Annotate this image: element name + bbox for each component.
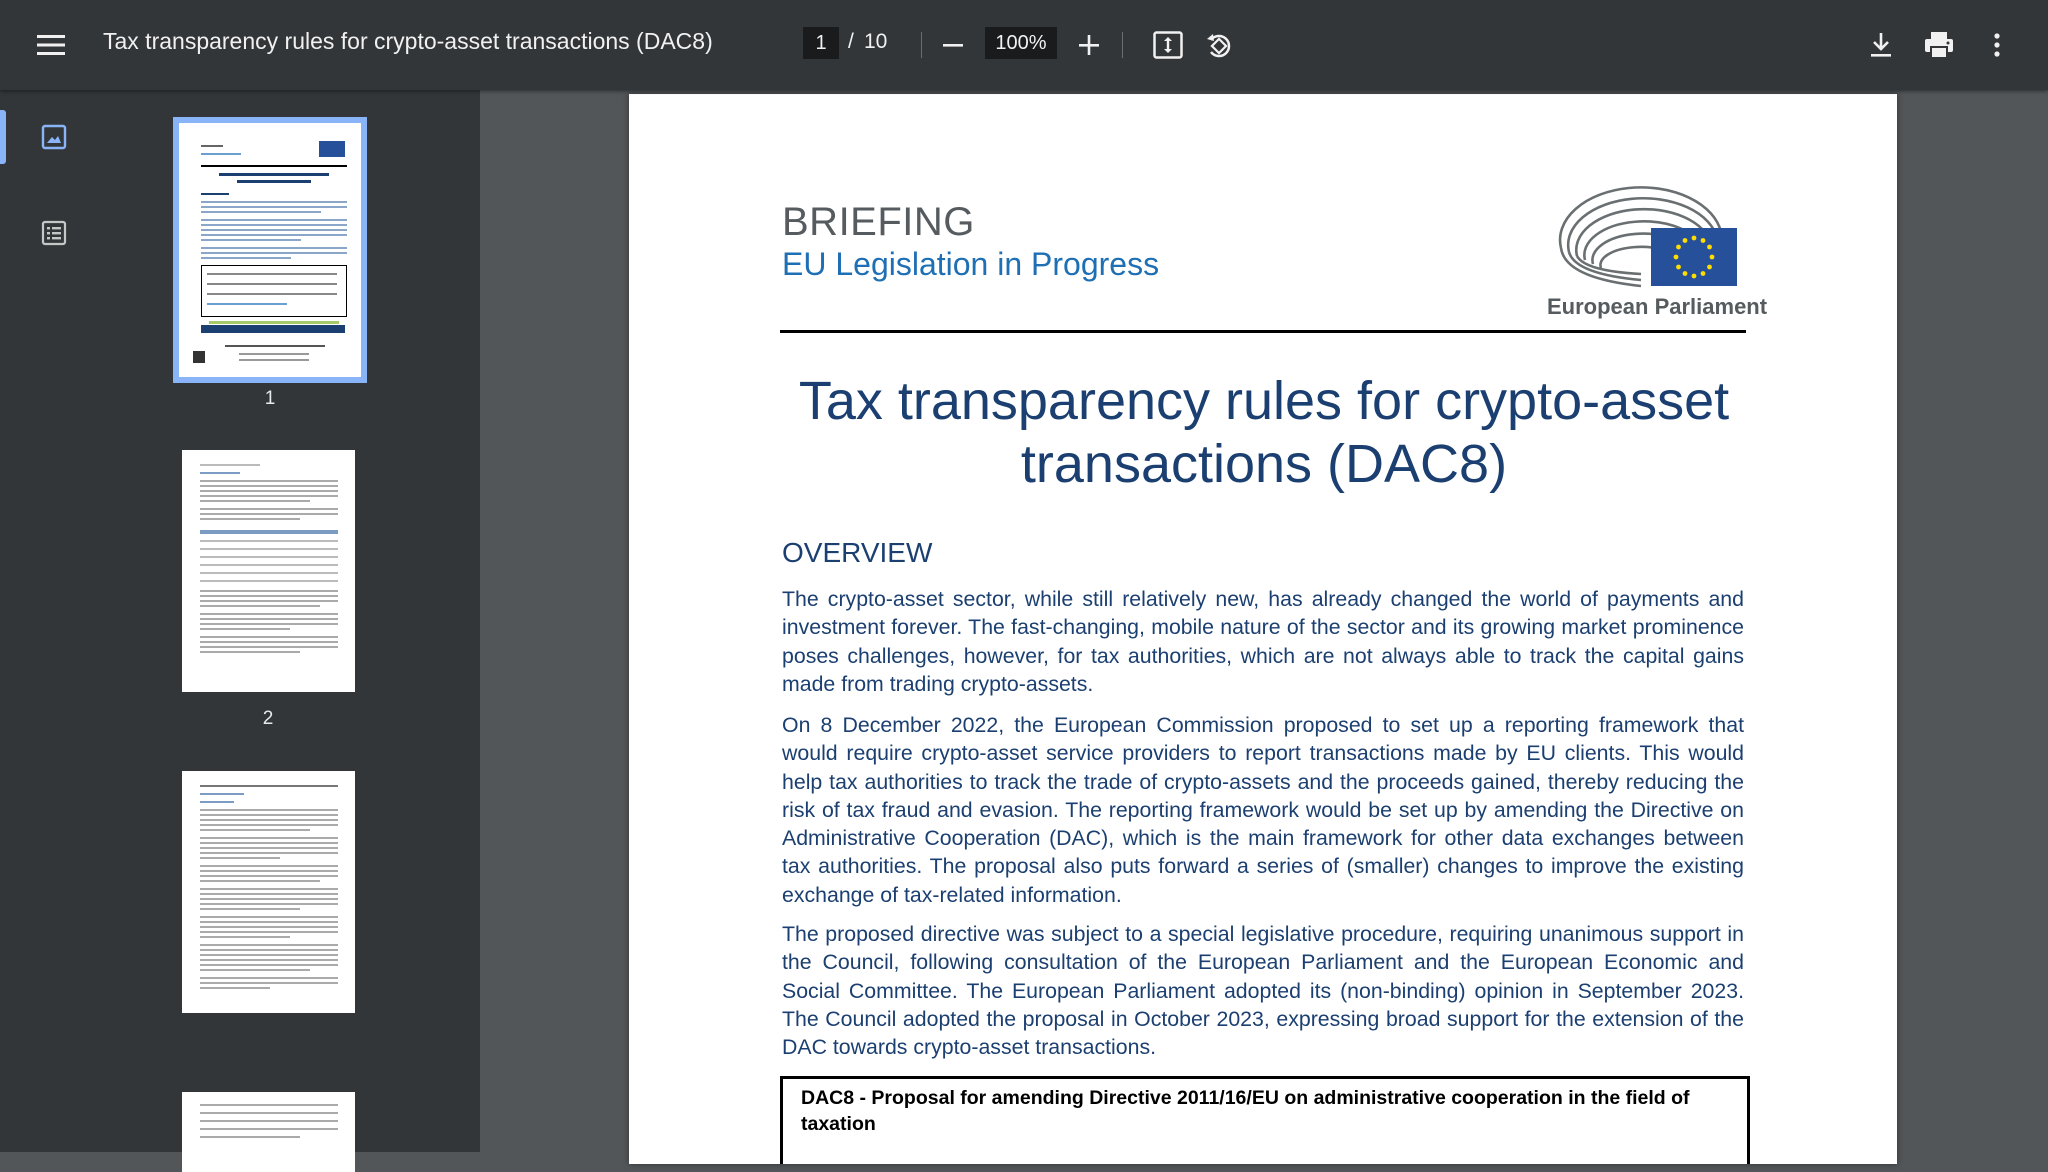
page-number-input[interactable]: 1: [803, 27, 839, 59]
european-parliament-wordmark: European Parliament: [1547, 294, 1768, 319]
download-button[interactable]: [1860, 24, 1902, 66]
european-parliament-logo: [1541, 182, 1751, 312]
thumbnail-label-1: 1: [264, 388, 276, 409]
page-thumbnail-1[interactable]: [179, 123, 361, 377]
download-icon: [1869, 32, 1893, 58]
menu-button[interactable]: [28, 25, 74, 65]
pdf-page-1: [629, 94, 1897, 1164]
fit-page-button[interactable]: [1147, 24, 1189, 66]
toolbar-divider: [921, 32, 922, 58]
thumbnail-label-2: 2: [262, 708, 274, 729]
overview-paragraph-3: The proposed directive was subject to a special legislative procedure, requiring unanimous support in the Council, following consultation of the European Parliament and the European Economic and Social Committee. The European Parliament adopted its (non-binding) opinion in September 2023. The Council adopted the proposal in October 2023, expressing broad support for the extension of the DAC towards crypto-asset transactions.: [782, 922, 1744, 1060]
rotate-button[interactable]: [1198, 24, 1240, 66]
print-icon: [1924, 31, 1954, 59]
page-thumbnail-2[interactable]: [182, 450, 355, 692]
toolbar-divider: [1122, 32, 1123, 58]
thumbnail-sidebar: [0, 90, 480, 1152]
page-separator: /: [848, 30, 854, 53]
page-total: 10: [864, 30, 888, 53]
zoom-in-button[interactable]: [1068, 24, 1110, 66]
briefing-label: BRIEFING: [782, 200, 975, 244]
document-title: Tax transparency rules for crypto-asset transactions (DAC8): [103, 28, 713, 54]
proposal-box-title: DAC8 - Proposal for amending Directive 2011/16/EU on administrative cooperation in the field of taxation: [801, 1087, 1690, 1135]
more-options-icon: [1993, 32, 2001, 58]
series-subtitle: EU Legislation in Progress: [782, 246, 1160, 282]
outline-icon: [41, 220, 67, 246]
zoom-out-icon: [942, 34, 964, 56]
document-main-title: Tax transparency rules for crypto-asset transactions (DAC8): [798, 371, 1730, 494]
header-rule: [780, 330, 1746, 333]
menu-icon: [37, 34, 65, 56]
sidebar-rail: [0, 90, 108, 1152]
fit-page-icon: [1153, 31, 1183, 59]
overview-paragraph-1: The crypto-asset sector, while still relatively new, has already changed the world of payments and investment forever. The fast-changing, mobile nature of the sector and its growing market prominence poses challenges, however, for tax authorities, which are not always able to track the capital gains made from trading crypto-assets.: [782, 587, 1744, 696]
image-icon: [41, 124, 67, 150]
zoom-out-button[interactable]: [932, 24, 974, 66]
pdf-toolbar: [0, 0, 2048, 90]
thumbnails-view-button[interactable]: [38, 121, 70, 153]
active-indicator: [0, 110, 6, 164]
print-button[interactable]: [1918, 24, 1960, 66]
page-thumbnail-4[interactable]: [182, 1092, 355, 1172]
zoom-input[interactable]: 100%: [985, 27, 1057, 59]
rotate-icon: [1204, 30, 1234, 60]
overview-paragraph-2: On 8 December 2022, the European Commission proposed to set up a reporting framework that would require crypto-asset service providers to report transactions made by EU clients. This would help tax authorities to track the trade of crypto-assets and the proceeds gained, thereby reducing the risk of tax fraud and evasion. The reporting framework would be set up by amending the Directive on Administrative Cooperation (DAC), which is the main framework for other data exchanges between tax authorities. The proposal also puts forward a series of (smaller) changes to improve the existing exchange of tax-related information.: [782, 713, 1744, 907]
zoom-in-icon: [1078, 34, 1100, 56]
more-options-button[interactable]: [1976, 24, 2018, 66]
page-thumbnail-3[interactable]: [182, 771, 355, 1013]
proposal-box: [780, 1076, 1750, 1164]
overview-heading: OVERVIEW: [782, 537, 933, 568]
outline-view-button[interactable]: [38, 217, 70, 249]
